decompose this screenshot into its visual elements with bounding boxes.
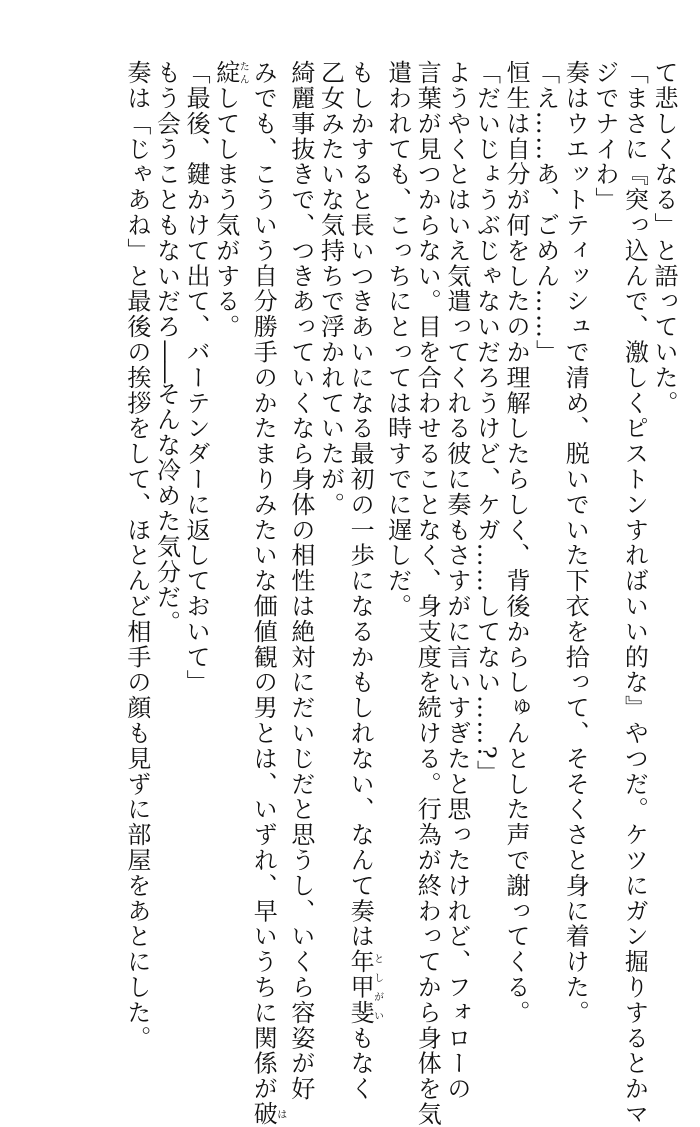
text-line-14	[248, 60, 286, 1127]
text-line-15	[210, 60, 248, 980]
text-line-9: 言葉が見つからない。目を合わせることなく、身支度を続ける。行為が終わってから身体を気	[413, 60, 442, 1127]
text-line-12: 乙女みたいな気持ちで浮かれていたが。	[316, 60, 345, 518]
em-dash: ——	[152, 339, 181, 382]
ruby-tan	[211, 60, 249, 86]
text-line-11-main: もしかすると長いつきあいになる最初の一歩になるかもしれない、なんて奏は	[346, 60, 375, 949]
ruby-toshigai	[346, 949, 383, 1026]
text-line-17-main: もう会うこともないだろ	[152, 60, 181, 340]
text-line-15-main: してしまう気がする。	[211, 85, 240, 340]
ruby-ha-base: 破	[249, 1101, 278, 1127]
text-line-4: 奏はウエットティッシュで清め、脱いでいた下衣を拾って、そそくさと身に着けた。	[561, 60, 590, 1026]
text-line-8: ようやくとはいえ気遣ってくれる彼に奏もさすがに言いすぎたと思ったけれど、フォローの	[442, 60, 471, 1102]
text-line-11	[344, 60, 383, 1102]
text-line-1: て悲しくなる」と語っていた。	[650, 60, 678, 416]
text-line-14-main: みでも、こういう自分勝手のかたまりみたいな価値観の男とは、いずれ、早いうちに関係が	[249, 60, 278, 1102]
vertical-text-body	[121, 60, 678, 1127]
text-line-7: 「だいじょうぶじゃないだろうけど、ケガ……してない……?」	[472, 60, 501, 786]
ruby-tan-reading: たん	[237, 60, 249, 86]
text-line-5: 「え……あ、ごめん……」	[531, 60, 560, 365]
text-line-16: 「最後、鍵かけて出て、バーテンダーに返しておいて」	[182, 60, 211, 695]
ruby-ha	[249, 1101, 286, 1127]
text-line-17	[151, 60, 181, 980]
text-line-6: 恒生は自分が何をしたのか理解したらしく、背後からしゅんとした声で謝ってくる。	[502, 60, 531, 1026]
ruby-toshigai-reading: としがい	[371, 949, 383, 1026]
ruby-ha-reading: は	[274, 1101, 286, 1127]
text-line-3: ジでナイわ」	[590, 60, 619, 213]
ruby-tan-base: 綻	[211, 60, 240, 86]
text-line-18: 奏は「じゃあね」と最後の挨拶をして、ほとんど相手の顔も見ずに部屋をあとにした。	[122, 60, 151, 1051]
text-line-17-tail: そんな冷めた気分だ。	[152, 381, 181, 636]
ruby-toshigai-base: 年甲斐	[346, 949, 375, 1026]
text-line-2: 「まさに『突っ込んで、激しくピストンすればいい的な』やつだ。ケツにガン掘りするとかマ	[620, 60, 649, 1127]
text-line-11-tail: もなく	[346, 1025, 375, 1102]
text-line-10: 遣われても、こっちにとっては時すでに遅しだ。	[383, 60, 412, 619]
text-line-13: 綺麗事抜きで、つきあっていくなら身体の相性は絶対にだいじだと思うし、いくら容姿が好	[286, 60, 315, 1102]
